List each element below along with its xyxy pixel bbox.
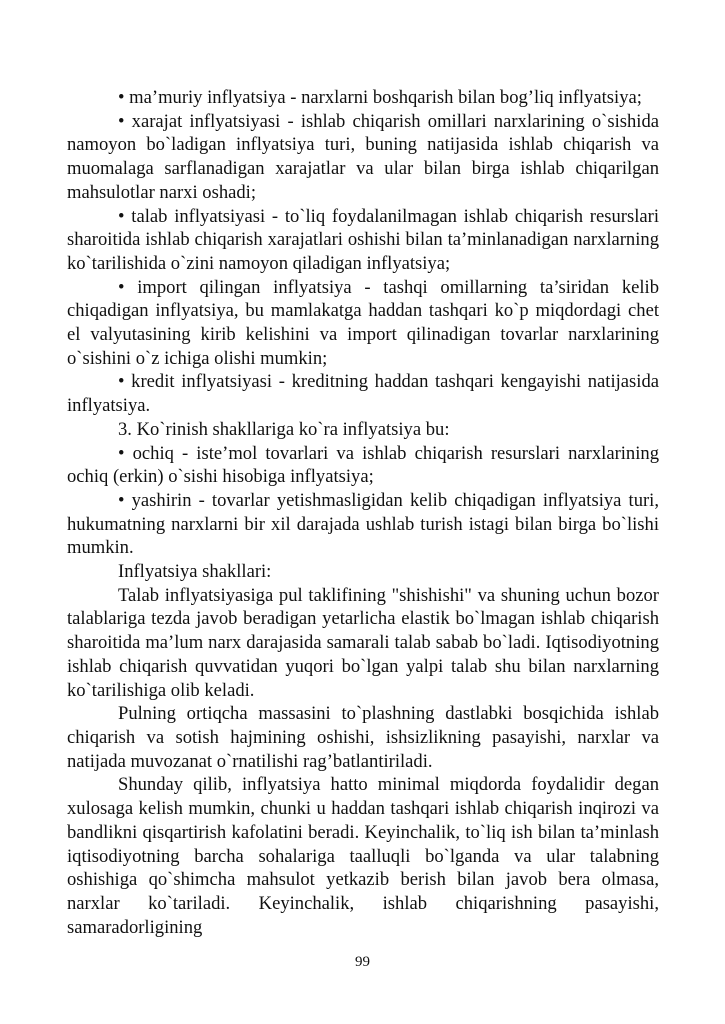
paragraph-demand-inflation: Talab inflyatsiyasiga pul taklifining "shishishi" va shuning uchun bozor talablariga tezda javob beradigan yetarlicha elastik bo`lmagan ishlab chiqarish sharoitida ma’lum narx darajasida samarali talab sabab bo`ladi. Iqtisodiyotning ishlab chiqarish quvvatidan yuqori bo`lgan yalpi talab shu bilan narxlarning ko`tarilishiga olib keladi.	[67, 584, 659, 701]
list-item-credit-inflation: • kredit inflyatsiyasi - kreditning haddan tashqari kengayishi natijasida inflyatsiya.	[67, 371, 659, 417]
section-heading-forms: 3. Ko`rinish shakllariga ko`ra inflyatsiya bu:	[118, 418, 450, 440]
list-item-demand-inflation: • talab inflyatsiyasi - to`liq foydalanilmagan ishlab chiqarish resurslari sharoitida ishlab chiqarish xarajatlari oshishi bilan ta’minlanadigan narxlarning ko`tarilishida o`zini namoyon qiladigan inflyatsiya;	[67, 205, 659, 274]
list-item-hidden-inflation: • yashirin - tovarlar yetishmasligidan kelib chiqadigan inflyatsiya turi, hukumatning narxlarni bir xil darajada ushlab turish istagi bilan birga bo`lishi mumkin.	[67, 489, 659, 559]
list-item-cost-inflation: • xarajat inflyatsiyasi - ishlab chiqarish omillari narxlarining o`sishida namoyon bo`ladigan inflyatsiya turi, buning natijasida ishlab chiqarish va muomalaga sarflanadigan xarajatlar va ular bilan birga ishlab chiqarilgan mahsulotlar narxi oshadi;	[67, 110, 659, 203]
page-body	[67, 86, 659, 939]
list-item-imported-inflation: • import qilingan inflyatsiya - tashqi omillarning ta’siridan kelib chiqadigan inflyatsiya, bu mamlakatga haddan tashqari ko`p miqdordagi chet el valyutasining kirib kelishini va import qilinadigan tovarlar narxlarining o`sishini o`z ichiga olishi mumkin;	[67, 276, 659, 369]
paragraph-money-mass: Pulning ortiqcha massasini to`plashning dastlabki bosqichida ishlab chiqarish va sotish hajmining oshishi, ishsizlikning pasayishi, narxlar va natijada muvozanat o`rnatilishi rag’batlantiriladi.	[67, 703, 659, 772]
list-item-administrative-inflation: • ma’muriy inflyatsiya - narxlarni boshqarish bilan bog’liq inflyatsiya;	[118, 87, 642, 108]
section-heading-inflation-forms: Inflyatsiya shakllari:	[118, 561, 272, 583]
paragraph-conclusion: Shunday qilib, inflyatsiya hatto minimal miqdorda foydalidir degan xulosaga kelish mumkin, chunki u haddan tashqari ishlab chiqarish inqirozi va bandlikni qisqartirish kafolatini beradi. Keyinchalik, to`liq ish bilan ta’minlash iqtisodiyotning barcha sohalariga taalluqli bo`lganda va ular talabning oshishiga qo`shimcha mahsulot yetkazib berish bilan javob bera olmasa, narxlar ko`tariladi. Keyinchalik, ishlab chiqarishning pasayishi, samaradorligining	[67, 774, 659, 938]
list-item-open-inflation: • ochiq - iste’mol tovarlari va ishlab chiqarish resurslari narxlarining ochiq (erkin) o`sishi hisobiga inflyatsiya;	[67, 442, 659, 488]
page-number: 99	[355, 954, 370, 970]
